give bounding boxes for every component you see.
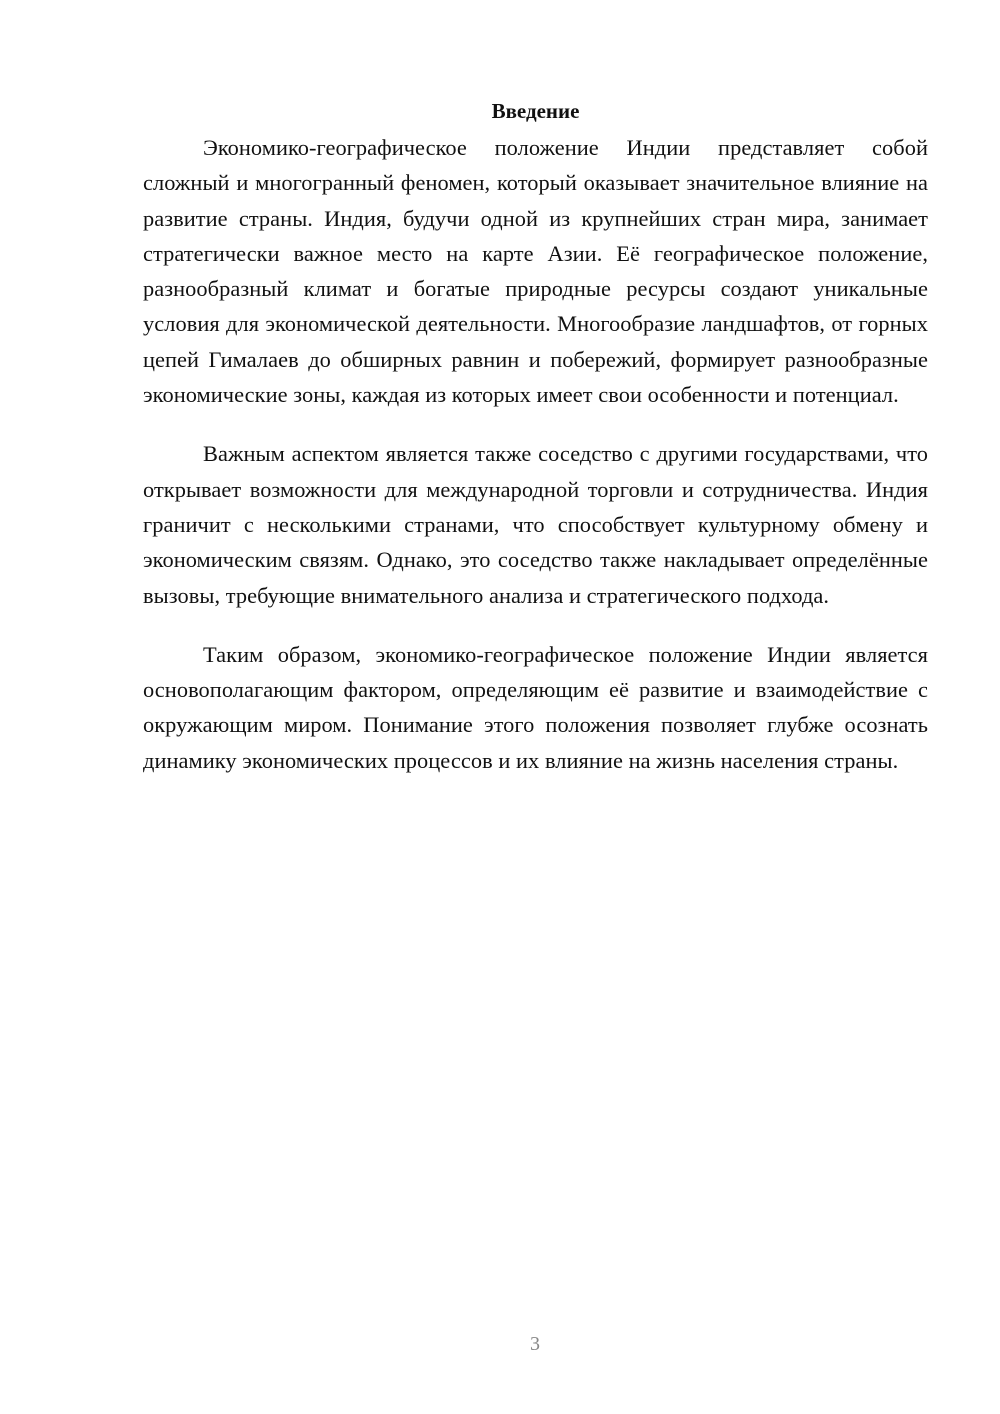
paragraph-neighbors: Важным аспектом является также соседство с другими государствами, что открывает возможности для международной торговли и сотрудничества. Индия граничит с несколькими странами, что способствует культурному обмену и экономическим связям. Однако, это соседство также накладывает определённые вызовы, требующие внимательного анализа и стратегического подхода. (143, 441, 928, 608)
paragraph-intro: Экономико-географическое положение Индии представляет собой сложный и многогранный феномен, который оказывает значительное влияние на развитие страны. Индия, будучи одной из крупнейших стран мира, занимает стратегически важное место на карте Азии. Её географическое положение, разнообразный климат и богатые природные ресурсы создают уникальные условия для экономической деятельности. Многообразие ландшафтов, от горных цепей Гималаев до обширных равнин и побережий, формирует разнообразные экономические зоны, каждая из которых имеет свои особенности и потенциал. (143, 135, 928, 408)
paragraph-conclusion: Таким образом, экономико-географическое положение Индии является основополагающим фактором, определяющим её развитие и взаимодействие с окружающим миром. Понимание этого положения позволяет глубже осознать динамику экономических процессов и их влияние на жизнь населения страны. (143, 641, 928, 773)
page-number: 3 (530, 1333, 540, 1355)
section-heading: Введение (491, 99, 580, 123)
page-content (143, 96, 928, 802)
